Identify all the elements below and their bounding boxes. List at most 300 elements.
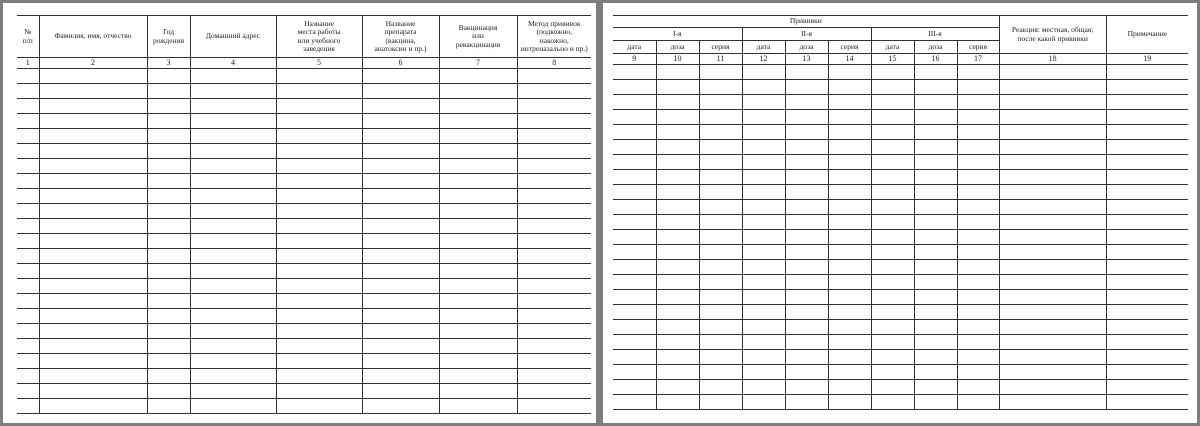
blank-cell[interactable] [276,114,362,129]
blank-cell[interactable] [914,155,957,170]
blank-cell[interactable] [957,140,999,155]
blank-cell[interactable] [190,84,276,99]
blank-cell[interactable] [656,200,699,215]
blank-cell[interactable] [828,350,871,365]
blank-cell[interactable] [517,114,591,129]
blank-cell[interactable] [613,245,656,260]
blank-cell[interactable] [957,200,999,215]
blank-cell[interactable] [276,324,362,339]
blank-cell[interactable] [17,144,39,159]
blank-cell[interactable] [999,245,1106,260]
blank-cell[interactable] [999,275,1106,290]
blank-cell[interactable] [914,350,957,365]
blank-cell[interactable] [742,170,785,185]
blank-cell[interactable] [439,264,517,279]
blank-cell[interactable] [999,260,1106,275]
blank-cell[interactable] [276,144,362,159]
blank-cell[interactable] [190,279,276,294]
blank-cell[interactable] [362,384,439,399]
blank-cell[interactable] [914,65,957,80]
blank-cell[interactable] [871,320,914,335]
blank-cell[interactable] [517,234,591,249]
blank-cell[interactable] [276,279,362,294]
blank-cell[interactable] [190,204,276,219]
blank-cell[interactable] [871,110,914,125]
blank-cell[interactable] [17,384,39,399]
blank-cell[interactable] [613,365,656,380]
blank-cell[interactable] [742,65,785,80]
blank-cell[interactable] [914,170,957,185]
blank-cell[interactable] [699,365,742,380]
blank-cell[interactable] [742,215,785,230]
blank-cell[interactable] [190,369,276,384]
blank-cell[interactable] [17,264,39,279]
blank-cell[interactable] [439,129,517,144]
blank-cell[interactable] [517,129,591,144]
blank-cell[interactable] [742,245,785,260]
blank-cell[interactable] [613,185,656,200]
blank-cell[interactable] [362,219,439,234]
blank-cell[interactable] [190,159,276,174]
blank-cell[interactable] [613,290,656,305]
blank-cell[interactable] [871,260,914,275]
blank-cell[interactable] [785,200,828,215]
blank-cell[interactable] [957,65,999,80]
blank-cell[interactable] [828,125,871,140]
blank-cell[interactable] [699,215,742,230]
blank-cell[interactable] [914,95,957,110]
blank-cell[interactable] [1106,320,1188,335]
blank-cell[interactable] [656,215,699,230]
blank-cell[interactable] [699,80,742,95]
blank-cell[interactable] [914,140,957,155]
blank-cell[interactable] [17,114,39,129]
blank-cell[interactable] [276,129,362,144]
blank-cell[interactable] [439,369,517,384]
blank-cell[interactable] [957,95,999,110]
blank-cell[interactable] [1106,200,1188,215]
blank-cell[interactable] [190,294,276,309]
blank-cell[interactable] [828,290,871,305]
blank-cell[interactable] [957,365,999,380]
blank-cell[interactable] [362,354,439,369]
blank-cell[interactable] [190,189,276,204]
blank-cell[interactable] [1106,395,1188,410]
blank-cell[interactable] [17,294,39,309]
blank-cell[interactable] [17,324,39,339]
blank-cell[interactable] [439,99,517,114]
blank-cell[interactable] [17,129,39,144]
blank-cell[interactable] [439,234,517,249]
blank-cell[interactable] [999,110,1106,125]
blank-cell[interactable] [362,399,439,414]
blank-cell[interactable] [1106,65,1188,80]
blank-cell[interactable] [439,339,517,354]
blank-cell[interactable] [785,170,828,185]
blank-cell[interactable] [439,189,517,204]
blank-cell[interactable] [613,275,656,290]
blank-cell[interactable] [785,65,828,80]
blank-cell[interactable] [742,125,785,140]
blank-cell[interactable] [785,125,828,140]
blank-cell[interactable] [785,365,828,380]
blank-cell[interactable] [699,335,742,350]
blank-cell[interactable] [362,264,439,279]
blank-cell[interactable] [871,185,914,200]
blank-cell[interactable] [1106,350,1188,365]
blank-cell[interactable] [613,350,656,365]
blank-cell[interactable] [914,185,957,200]
blank-cell[interactable] [785,350,828,365]
blank-cell[interactable] [699,350,742,365]
blank-cell[interactable] [362,339,439,354]
blank-cell[interactable] [785,335,828,350]
blank-cell[interactable] [914,380,957,395]
blank-cell[interactable] [785,395,828,410]
blank-cell[interactable] [828,155,871,170]
blank-cell[interactable] [871,395,914,410]
blank-cell[interactable] [190,399,276,414]
blank-cell[interactable] [147,294,190,309]
blank-cell[interactable] [699,155,742,170]
blank-cell[interactable] [439,399,517,414]
blank-cell[interactable] [39,174,147,189]
blank-cell[interactable] [957,305,999,320]
blank-cell[interactable] [957,380,999,395]
blank-cell[interactable] [699,380,742,395]
blank-cell[interactable] [742,110,785,125]
blank-cell[interactable] [871,95,914,110]
blank-cell[interactable] [1106,110,1188,125]
blank-cell[interactable] [439,204,517,219]
blank-cell[interactable] [276,384,362,399]
blank-cell[interactable] [439,309,517,324]
blank-cell[interactable] [147,369,190,384]
blank-cell[interactable] [517,279,591,294]
blank-cell[interactable] [17,84,39,99]
blank-cell[interactable] [17,249,39,264]
blank-cell[interactable] [613,95,656,110]
blank-cell[interactable] [957,125,999,140]
blank-cell[interactable] [828,260,871,275]
blank-cell[interactable] [276,219,362,234]
blank-cell[interactable] [828,65,871,80]
blank-cell[interactable] [871,215,914,230]
blank-cell[interactable] [914,260,957,275]
blank-cell[interactable] [828,335,871,350]
blank-cell[interactable] [1106,95,1188,110]
blank-cell[interactable] [1106,155,1188,170]
blank-cell[interactable] [742,365,785,380]
blank-cell[interactable] [190,339,276,354]
blank-cell[interactable] [656,80,699,95]
blank-cell[interactable] [656,155,699,170]
blank-cell[interactable] [517,339,591,354]
blank-cell[interactable] [362,174,439,189]
blank-cell[interactable] [439,249,517,264]
blank-cell[interactable] [914,365,957,380]
blank-cell[interactable] [439,69,517,84]
blank-cell[interactable] [1106,305,1188,320]
blank-cell[interactable] [147,339,190,354]
blank-cell[interactable] [147,114,190,129]
blank-cell[interactable] [147,99,190,114]
blank-cell[interactable] [17,69,39,84]
blank-cell[interactable] [742,200,785,215]
blank-cell[interactable] [871,290,914,305]
blank-cell[interactable] [871,155,914,170]
blank-cell[interactable] [914,245,957,260]
blank-cell[interactable] [656,245,699,260]
blank-cell[interactable] [742,395,785,410]
blank-cell[interactable] [613,200,656,215]
blank-cell[interactable] [439,354,517,369]
blank-cell[interactable] [999,125,1106,140]
blank-cell[interactable] [656,65,699,80]
blank-cell[interactable] [362,309,439,324]
blank-cell[interactable] [871,275,914,290]
blank-cell[interactable] [147,69,190,84]
blank-cell[interactable] [517,189,591,204]
blank-cell[interactable] [613,380,656,395]
blank-cell[interactable] [871,305,914,320]
blank-cell[interactable] [656,365,699,380]
blank-cell[interactable] [957,170,999,185]
blank-cell[interactable] [999,95,1106,110]
blank-cell[interactable] [362,234,439,249]
blank-cell[interactable] [613,170,656,185]
blank-cell[interactable] [699,125,742,140]
blank-cell[interactable] [957,350,999,365]
blank-cell[interactable] [999,305,1106,320]
blank-cell[interactable] [871,125,914,140]
blank-cell[interactable] [999,185,1106,200]
blank-cell[interactable] [1106,380,1188,395]
blank-cell[interactable] [517,399,591,414]
blank-cell[interactable] [871,380,914,395]
blank-cell[interactable] [39,84,147,99]
blank-cell[interactable] [957,395,999,410]
blank-cell[interactable] [957,245,999,260]
blank-cell[interactable] [999,395,1106,410]
blank-cell[interactable] [957,155,999,170]
blank-cell[interactable] [39,309,147,324]
blank-cell[interactable] [147,159,190,174]
blank-cell[interactable] [613,140,656,155]
blank-cell[interactable] [147,309,190,324]
blank-cell[interactable] [699,200,742,215]
blank-cell[interactable] [656,395,699,410]
blank-cell[interactable] [17,279,39,294]
blank-cell[interactable] [957,335,999,350]
blank-cell[interactable] [699,95,742,110]
blank-cell[interactable] [276,249,362,264]
blank-cell[interactable] [914,110,957,125]
blank-cell[interactable] [656,305,699,320]
blank-cell[interactable] [190,264,276,279]
blank-cell[interactable] [39,204,147,219]
blank-cell[interactable] [828,215,871,230]
blank-cell[interactable] [190,354,276,369]
blank-cell[interactable] [742,80,785,95]
blank-cell[interactable] [39,399,147,414]
blank-cell[interactable] [39,384,147,399]
blank-cell[interactable] [742,155,785,170]
blank-cell[interactable] [914,320,957,335]
blank-cell[interactable] [699,110,742,125]
blank-cell[interactable] [147,219,190,234]
blank-cell[interactable] [17,219,39,234]
blank-cell[interactable] [1106,365,1188,380]
blank-cell[interactable] [517,354,591,369]
blank-cell[interactable] [742,230,785,245]
blank-cell[interactable] [999,230,1106,245]
blank-cell[interactable] [999,200,1106,215]
blank-cell[interactable] [699,170,742,185]
blank-cell[interactable] [656,140,699,155]
blank-cell[interactable] [699,260,742,275]
blank-cell[interactable] [1106,125,1188,140]
blank-cell[interactable] [1106,275,1188,290]
blank-cell[interactable] [517,324,591,339]
blank-cell[interactable] [276,159,362,174]
blank-cell[interactable] [439,324,517,339]
blank-cell[interactable] [613,335,656,350]
blank-cell[interactable] [362,204,439,219]
blank-cell[interactable] [656,110,699,125]
blank-cell[interactable] [190,324,276,339]
blank-cell[interactable] [517,219,591,234]
blank-cell[interactable] [914,290,957,305]
blank-cell[interactable] [190,114,276,129]
blank-cell[interactable] [147,354,190,369]
blank-cell[interactable] [742,335,785,350]
blank-cell[interactable] [439,279,517,294]
blank-cell[interactable] [613,65,656,80]
blank-cell[interactable] [785,155,828,170]
blank-cell[interactable] [742,260,785,275]
blank-cell[interactable] [1106,140,1188,155]
blank-cell[interactable] [785,110,828,125]
blank-cell[interactable] [39,294,147,309]
blank-cell[interactable] [699,140,742,155]
blank-cell[interactable] [39,114,147,129]
blank-cell[interactable] [439,144,517,159]
blank-cell[interactable] [39,144,147,159]
blank-cell[interactable] [39,339,147,354]
blank-cell[interactable] [517,384,591,399]
blank-cell[interactable] [362,189,439,204]
blank-cell[interactable] [957,80,999,95]
blank-cell[interactable] [147,189,190,204]
blank-cell[interactable] [742,95,785,110]
blank-cell[interactable] [147,84,190,99]
blank-cell[interactable] [147,204,190,219]
blank-cell[interactable] [999,140,1106,155]
blank-cell[interactable] [828,170,871,185]
blank-cell[interactable] [17,99,39,114]
blank-cell[interactable] [190,129,276,144]
blank-cell[interactable] [613,80,656,95]
blank-cell[interactable] [276,294,362,309]
blank-cell[interactable] [362,84,439,99]
blank-cell[interactable] [190,234,276,249]
blank-cell[interactable] [828,305,871,320]
blank-cell[interactable] [17,204,39,219]
blank-cell[interactable] [517,159,591,174]
blank-cell[interactable] [147,399,190,414]
blank-cell[interactable] [828,380,871,395]
blank-cell[interactable] [914,200,957,215]
blank-cell[interactable] [1106,260,1188,275]
blank-cell[interactable] [871,80,914,95]
blank-cell[interactable] [785,215,828,230]
blank-cell[interactable] [999,365,1106,380]
blank-cell[interactable] [517,294,591,309]
blank-cell[interactable] [39,249,147,264]
blank-cell[interactable] [190,384,276,399]
blank-cell[interactable] [39,324,147,339]
blank-cell[interactable] [871,140,914,155]
blank-cell[interactable] [742,290,785,305]
blank-cell[interactable] [828,80,871,95]
blank-cell[interactable] [871,65,914,80]
blank-cell[interactable] [276,204,362,219]
blank-cell[interactable] [190,249,276,264]
blank-cell[interactable] [39,354,147,369]
blank-cell[interactable] [517,264,591,279]
blank-cell[interactable] [276,264,362,279]
blank-cell[interactable] [613,395,656,410]
blank-cell[interactable] [828,275,871,290]
blank-cell[interactable] [785,95,828,110]
blank-cell[interactable] [39,99,147,114]
blank-cell[interactable] [828,365,871,380]
blank-cell[interactable] [17,309,39,324]
blank-cell[interactable] [957,230,999,245]
blank-cell[interactable] [439,159,517,174]
blank-cell[interactable] [613,155,656,170]
blank-cell[interactable] [1106,290,1188,305]
blank-cell[interactable] [39,234,147,249]
blank-cell[interactable] [656,185,699,200]
blank-cell[interactable] [39,279,147,294]
blank-cell[interactable] [699,185,742,200]
blank-cell[interactable] [656,125,699,140]
blank-cell[interactable] [785,305,828,320]
blank-cell[interactable] [871,365,914,380]
blank-cell[interactable] [17,159,39,174]
blank-cell[interactable] [276,309,362,324]
blank-cell[interactable] [871,230,914,245]
blank-cell[interactable] [914,125,957,140]
blank-cell[interactable] [1106,335,1188,350]
blank-cell[interactable] [276,339,362,354]
blank-cell[interactable] [871,245,914,260]
blank-cell[interactable] [699,395,742,410]
blank-cell[interactable] [914,80,957,95]
blank-cell[interactable] [613,125,656,140]
blank-cell[interactable] [656,290,699,305]
blank-cell[interactable] [999,320,1106,335]
blank-cell[interactable] [17,234,39,249]
blank-cell[interactable] [362,159,439,174]
blank-cell[interactable] [362,294,439,309]
blank-cell[interactable] [699,245,742,260]
blank-cell[interactable] [1106,230,1188,245]
blank-cell[interactable] [39,189,147,204]
blank-cell[interactable] [190,174,276,189]
